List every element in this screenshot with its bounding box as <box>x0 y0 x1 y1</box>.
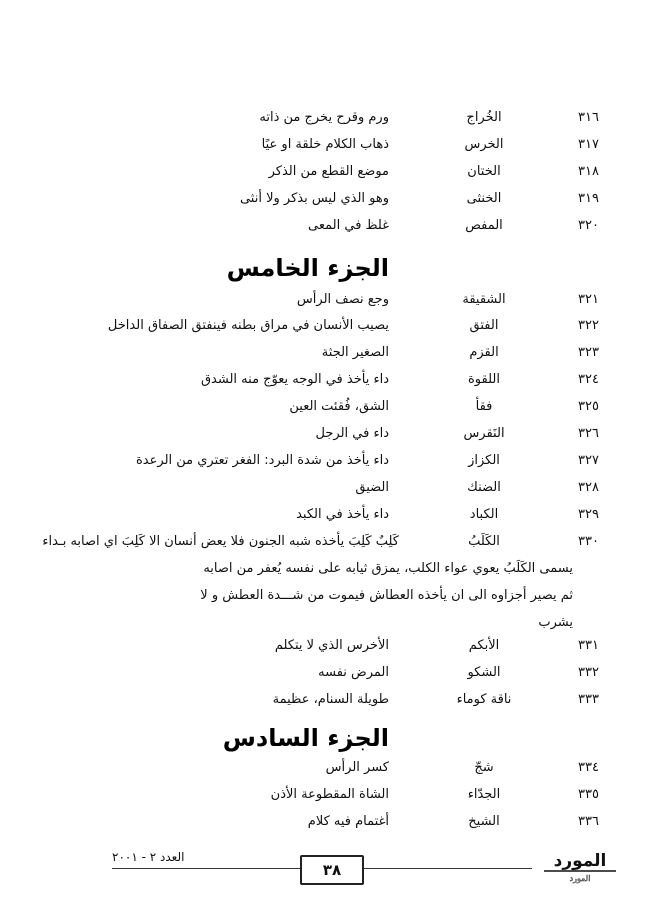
entry-definition: وجع نصف الرأس <box>296 292 389 307</box>
entry-row <box>0 288 661 312</box>
entry-number: ٣٢٨ <box>578 480 599 495</box>
entry-row <box>0 160 661 184</box>
page-footer <box>0 838 661 898</box>
entry-continuation-line: يسمى الكَلَبُ يعوي عواء الكلب، يمزق ثيابه على نفسه يُعفر من اصابه <box>203 561 573 576</box>
issue-info: العدد ٢ - ٢٠٠١ <box>112 850 185 864</box>
entry-term: الشكو <box>467 665 501 680</box>
entry-number: ٣٣٠ <box>578 534 599 549</box>
entry-term: شجّ <box>474 760 494 775</box>
entry-row <box>0 395 661 419</box>
entry-term: الخنثى <box>466 191 502 206</box>
entry-definition: أغتمام فيه كلام <box>307 814 389 829</box>
entry-number: ٣٢٢ <box>578 318 599 333</box>
entry-number: ٣١٨ <box>578 164 599 179</box>
entry-definition: غلظ في المعى <box>308 218 389 233</box>
entry-number: ٣١٦ <box>578 110 599 125</box>
entry-number: ٣٣١ <box>578 638 599 653</box>
entry-row <box>0 368 661 392</box>
entry-definition: داء يأخذ في الوجه يعوّج منه الشدق <box>200 372 389 387</box>
entry-definition: ذهاب الكلام خلقة او عيًا <box>261 137 389 152</box>
entry-number: ٣٣٤ <box>578 760 599 775</box>
entry-term: النَقرس <box>463 426 505 441</box>
entry-number: ٣٣٦ <box>578 814 599 829</box>
entry-row <box>0 756 661 780</box>
entry-term: الأبكم <box>468 638 500 653</box>
entry-definition: داء يأخذ من شدة البرد: الفغر تعتري من الرعدة <box>136 453 389 468</box>
entry-definition: كسر الرأس <box>325 760 389 775</box>
journal-logo <box>540 844 620 884</box>
entry-row <box>0 476 661 500</box>
entry-term: الخرس <box>464 137 504 152</box>
entry-definition: كَلِبٌ كَلِبَ يأخذه شبه الجنون فلا يعض أنسان الا كَلِبَ اي اصابه بـداء <box>42 534 399 549</box>
section-title: الجزء الخامس <box>226 254 389 282</box>
entry-term: الجدّاء <box>467 787 501 802</box>
entry-number: ٣٢١ <box>578 292 599 307</box>
entry-row <box>0 661 661 685</box>
entry-term: الختان <box>467 164 501 179</box>
entry-number: ٣٢٤ <box>578 372 599 387</box>
journal-logo-text: المورد <box>553 851 607 871</box>
entry-definition: الأخرس الذي لا يتكلم <box>274 638 389 653</box>
entry-row <box>0 422 661 446</box>
entry-term: ناقة كوماء <box>456 692 512 707</box>
entry-row <box>0 341 661 365</box>
entry-number: ٣٣٣ <box>578 692 599 707</box>
entry-number: ٣٣٥ <box>578 787 599 802</box>
entry-definition: طويلة السنام، عظيمة <box>272 692 389 707</box>
entry-definition: الشاة المقطوعة الأذن <box>270 787 389 802</box>
entry-continuation-line: يشرب <box>538 615 573 630</box>
section-title: الجزء السادس <box>222 724 389 752</box>
entry-number: ٣٢٩ <box>578 507 599 522</box>
entry-term: المفص <box>465 218 503 233</box>
entry-definition: الضيق <box>355 480 389 495</box>
entry-number: ٣١٩ <box>578 191 599 206</box>
entry-term: القزم <box>469 345 499 360</box>
entry-definition: المرض نفسه <box>318 665 389 680</box>
entry-number: ٣٢٧ <box>578 453 599 468</box>
entry-term: الخُراج <box>466 110 502 125</box>
entry-term: الشقيقة <box>462 292 506 307</box>
journal-logo-outline-text: المورد <box>569 874 591 883</box>
entry-definition: وهو الذي ليس بذكر ولا أنثى <box>239 191 389 206</box>
journal-logo-mark <box>540 844 620 884</box>
entry-term: الكَلَبُ <box>468 534 500 549</box>
entry-row <box>0 634 661 658</box>
entry-definition: الصغير الجثة <box>321 345 389 360</box>
entry-continuation-line: ثم يصير أجزاوه الى ان يأخذه العطاش فيموت من شـــدة العطش و لا <box>200 588 573 603</box>
entry-number: ٣٢٥ <box>578 399 599 414</box>
entry-row <box>0 106 661 130</box>
page-number: ٣٨ <box>300 855 364 885</box>
entry-row <box>0 314 661 338</box>
entry-term: الضنك <box>467 480 501 495</box>
entry-term: الكزاز <box>468 453 500 468</box>
entry-term: الكباد <box>469 507 499 522</box>
entry-row <box>0 503 661 527</box>
entry-number: ٣٢٣ <box>578 345 599 360</box>
entry-number: ٣٢٠ <box>578 218 599 233</box>
entry-row <box>0 783 661 807</box>
entry-definition: داء في الرجل <box>315 426 389 441</box>
entry-definition: موضع القطع من الذكر <box>268 164 389 179</box>
entry-row <box>0 187 661 211</box>
entry-definition: يصيب الأنسان في مراق بطنه فينفتق الصفاق الداخل <box>107 318 389 333</box>
entry-number: ٣١٧ <box>578 137 599 152</box>
entry-number: ٣٢٦ <box>578 426 599 441</box>
entry-definition: داء يأخذ في الكبد <box>296 507 389 522</box>
entry-row <box>0 810 661 834</box>
entry-row <box>0 530 661 554</box>
entry-term: اللقوة <box>468 372 500 387</box>
entry-definition: الشق، فُقئت العين <box>289 399 389 414</box>
entry-definition: ورم وقرح يخرج من ذاته <box>259 110 389 125</box>
entry-number: ٣٣٢ <box>578 665 599 680</box>
entry-term: الفتق <box>469 318 499 333</box>
entry-term: فقأ <box>475 399 493 414</box>
entry-row <box>0 688 661 712</box>
entry-row <box>0 214 661 238</box>
entry-row <box>0 133 661 157</box>
entry-term: الشيخ <box>468 814 500 829</box>
entry-row <box>0 449 661 473</box>
